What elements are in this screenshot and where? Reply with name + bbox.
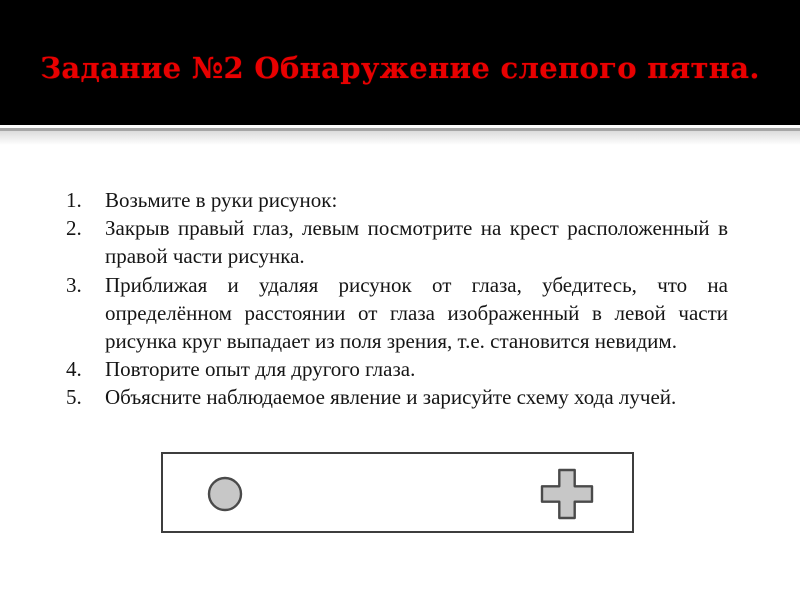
blind-spot-figure xyxy=(163,454,632,531)
item-number: 5. xyxy=(66,385,82,410)
instructions-list xyxy=(66,186,728,412)
item-text: Повторите опыт для другого глаза. xyxy=(105,357,416,382)
list-item-4 xyxy=(66,355,728,383)
blind-spot-test-card xyxy=(161,452,634,533)
circle-stimulus xyxy=(209,478,241,510)
list-item-3 xyxy=(66,271,728,356)
header-divider-shadow xyxy=(0,131,800,145)
cross-stimulus xyxy=(542,470,592,518)
slide-title: Задание №2 Обнаружение слепого пятна. xyxy=(40,51,760,85)
list-item-2 xyxy=(66,214,728,270)
item-number: 1. xyxy=(66,188,82,212)
item-text: Объясните наблюдаемое явление и зарисуйте схему хода лучей. xyxy=(105,385,677,410)
list-item-5 xyxy=(66,383,728,411)
slide-header xyxy=(0,0,800,125)
item-number: 3. xyxy=(66,272,82,297)
item-number: 2. xyxy=(66,216,82,241)
item-text: Закрыв правый глаз, левым посмотрите на крест расположенный в правой части рисунка. xyxy=(105,216,728,269)
item-text: Возьмите в руки рисунок: xyxy=(105,188,338,212)
list-item-1 xyxy=(66,186,728,214)
item-text: Приближая и удаляя рисунок от глаза, убедитесь, что на определённом расстоянии от глаза изображенный в левой части рисунка круг выпадает из поля зрения, т.е. становится невидим. xyxy=(105,272,728,354)
item-number: 4. xyxy=(66,357,82,382)
